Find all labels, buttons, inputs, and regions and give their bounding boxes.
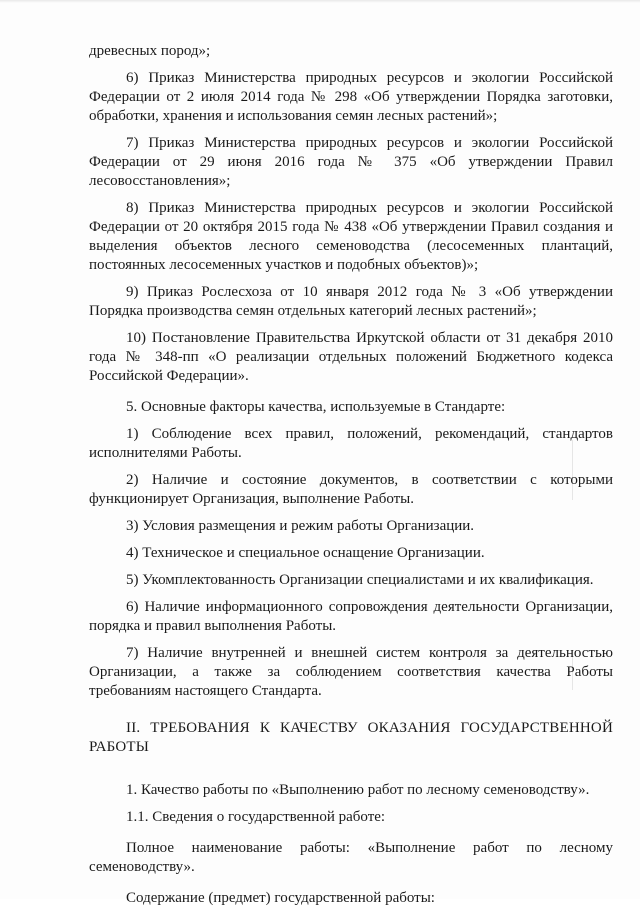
paragraph-work-full-name: Полное наименование работы: «Выполнение работ по лесному семеноводству».	[89, 840, 613, 875]
paragraph-factor-5: 5) Укомплектованность Организации специалистами и их квалификация.	[126, 572, 594, 588]
page-top-edge	[0, 0, 640, 3]
paragraph-work-quality: 1. Качество работы по «Выполнению работ по лесному семеноводству».	[126, 782, 590, 798]
paragraph-order-10: 10) Постановление Правительства Иркутской области от 31 декабря 2010 года № 348-пп «О реализации отдельных положений Бюджетного кодекса Российской Федерации».	[89, 330, 613, 384]
paragraph-order-7: 7) Приказ Министерства природных ресурсов и экологии Российской Федерации от 29 июня 2016 года № 375 «Об утверждении Правил лесовосстановления»;	[89, 135, 613, 189]
section-heading: II. ТРЕБОВАНИЯ К КАЧЕСТВУ ОКАЗАНИЯ ГОСУДАРСТВЕННОЙ РАБОТЫ	[89, 720, 613, 755]
paragraph-work-content: Содержание (предмет) государственной работы:	[126, 890, 435, 906]
document-body	[89, 42, 613, 916]
paragraph-factor-2: 2) Наличие и состояние документов, в соответствии с которыми функционирует Организация, выполнение Работы.	[89, 472, 613, 507]
paragraph-factor-3: 3) Условия размещения и режим работы Организации.	[126, 518, 475, 534]
paragraph-order-9: 9) Приказ Рослесхоза от 10 января 2012 года № 3 «Об утверждении Порядка производства семян отдельных категорий лесных растений»;	[89, 284, 613, 319]
paragraph-factor-6: 6) Наличие информационного сопровождения деятельности Организации, порядка и правил выполнения Работы.	[89, 599, 613, 634]
paragraph-work-info: 1.1. Сведения о государственной работе:	[126, 809, 386, 825]
paragraph-continuation: древесных пород»;	[89, 43, 211, 59]
paragraph-factor-7: 7) Наличие внутренней и внешней систем контроля за деятельностью Организации, а также за соблюдением соответствия качества Работы требованиям настоящего Стандарта.	[89, 645, 613, 699]
paragraph-factor-4: 4) Техническое и специальное оснащение Организации.	[126, 545, 485, 561]
paragraph-quality-factors-intro: 5. Основные факторы качества, используемые в Стандарте:	[126, 399, 506, 415]
paragraph-order-8: 8) Приказ Министерства природных ресурсов и экологии Российской Федерации от 20 октября 2015 года № 438 «Об утверждении Правил создания и выделения объектов лесного семеноводства (лесосеменных плантаций, постоянных лесосеменных участков и подобных объектов)»;	[89, 200, 613, 273]
paragraph-factor-1: 1) Соблюдение всех правил, положений, рекомендаций, стандартов исполнителями Работы.	[89, 426, 613, 461]
paragraph-order-6: 6) Приказ Министерства природных ресурсов и экологии Российской Федерации от 2 июля 2014 года № 298 «Об утверждении Порядка заготовки, обработки, хранения и использования семян лесных растений»;	[89, 70, 613, 124]
